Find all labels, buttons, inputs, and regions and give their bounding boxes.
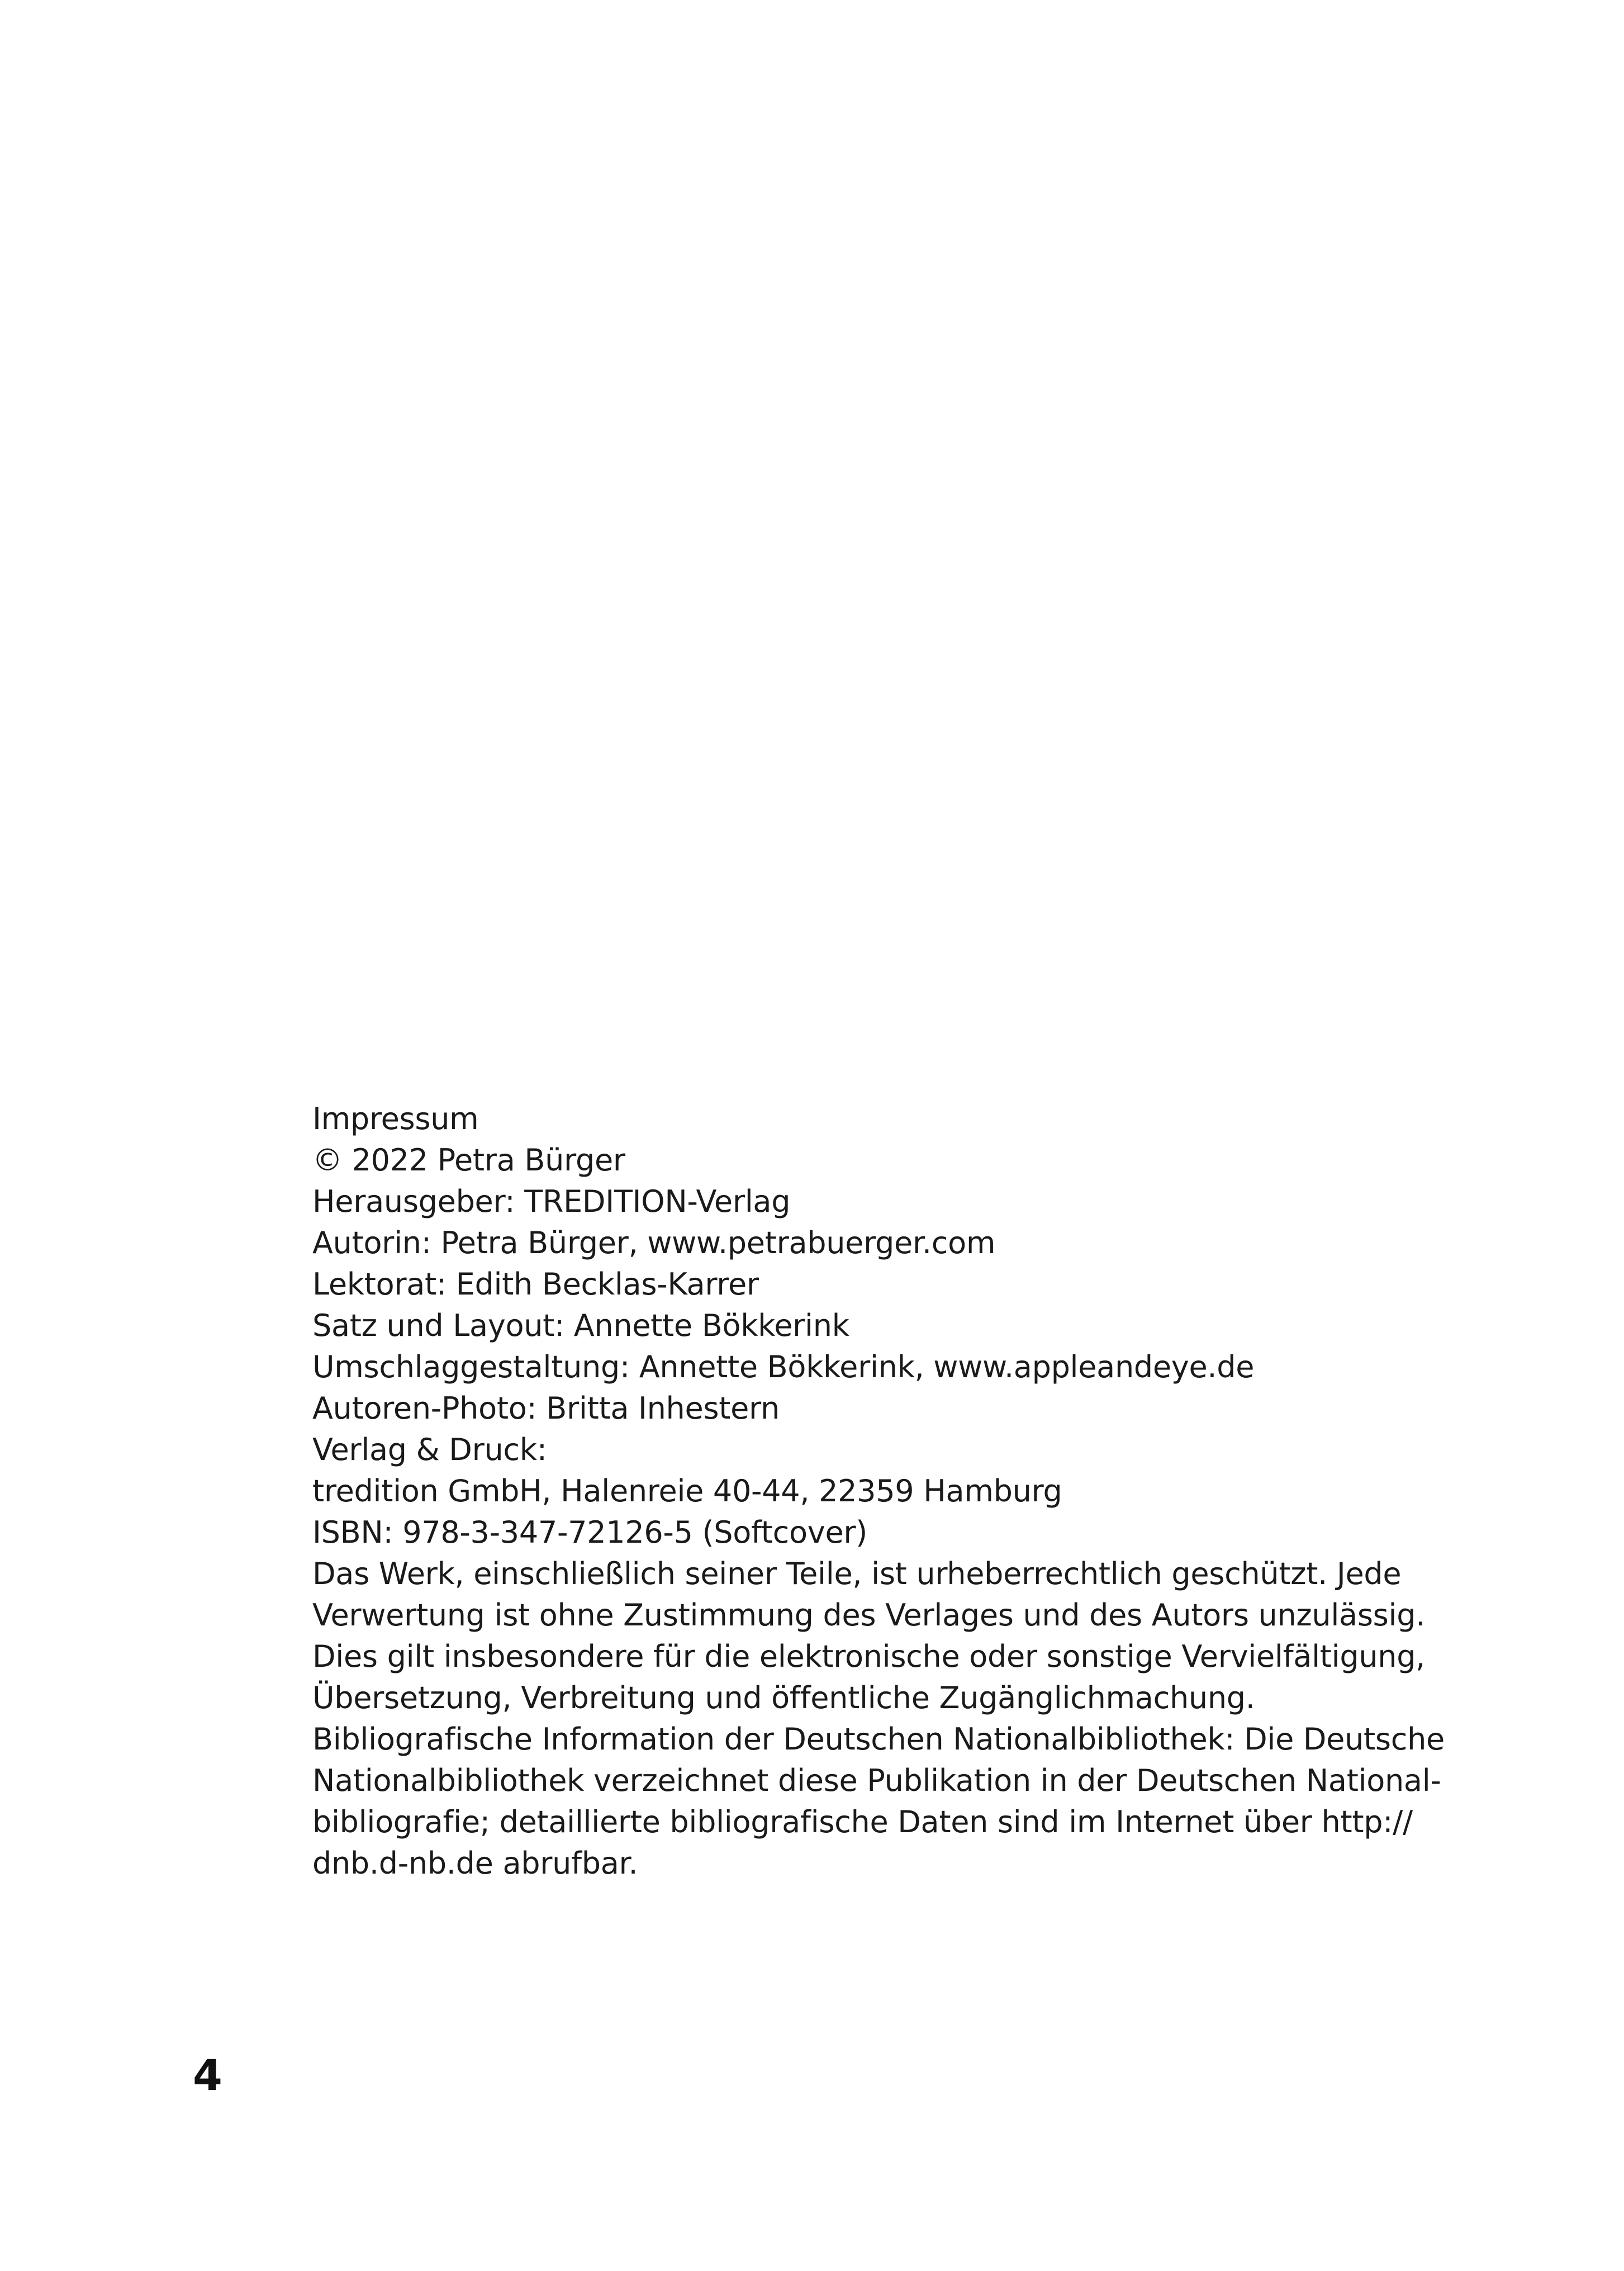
bibliographic-line-2: Nationalbibliothek verzeichnet diese Publikation in der Deutschen National- xyxy=(312,1763,1441,1798)
impressum-heading: Impressum xyxy=(312,1101,479,1136)
author-photo-line: Autoren-Photo: Britta Inhestern xyxy=(312,1391,780,1426)
copyright-notice-line-2: Verwertung ist ohne Zustimmung des Verlages und des Autors unzulässig. xyxy=(312,1597,1426,1633)
copyright-line: © 2022 Petra Bürger xyxy=(312,1142,625,1178)
impressum-block xyxy=(312,1098,1445,1884)
copyright-notice-line-1: Das Werk, einschließlich seiner Teile, ist urheberrechtlich geschützt. Jede xyxy=(312,1556,1402,1591)
publisher-line: Herausgeber: TREDITION-Verlag xyxy=(312,1184,791,1219)
publisher-address-line: tredition GmbH, Halenreie 40-44, 22359 Hamburg xyxy=(312,1473,1062,1509)
copyright-notice-line-4: Übersetzung, Verbreitung und öffentliche Zugänglichmachung. xyxy=(312,1680,1255,1715)
bibliographic-line-3: bibliografie; detaillierte bibliografische Daten sind im Internet über http:// xyxy=(312,1804,1413,1839)
bibliographic-line-1: Bibliografische Information der Deutschen Nationalbibliothek: Die Deutsche xyxy=(312,1722,1445,1757)
bibliographic-line-4: dnb.d-nb.de abrufbar. xyxy=(312,1846,638,1881)
copyright-notice-line-3: Dies gilt insbesondere für die elektronische oder sonstige Vervielfältigung, xyxy=(312,1639,1426,1674)
cover-design-line: Umschlaggestaltung: Annette Bökkerink, www.appleandeye.de xyxy=(312,1349,1255,1385)
isbn-line: ISBN: 978-3-347-72126-5 (Softcover) xyxy=(312,1515,868,1550)
print-label-line: Verlag & Druck: xyxy=(312,1432,547,1467)
page-number: 4 xyxy=(193,2050,222,2100)
author-line: Autorin: Petra Bürger, www.petrabuerger.com xyxy=(312,1225,996,1260)
editing-line: Lektorat: Edith Becklas-Karrer xyxy=(312,1267,759,1302)
layout-line: Satz und Layout: Annette Bökkerink xyxy=(312,1308,849,1343)
